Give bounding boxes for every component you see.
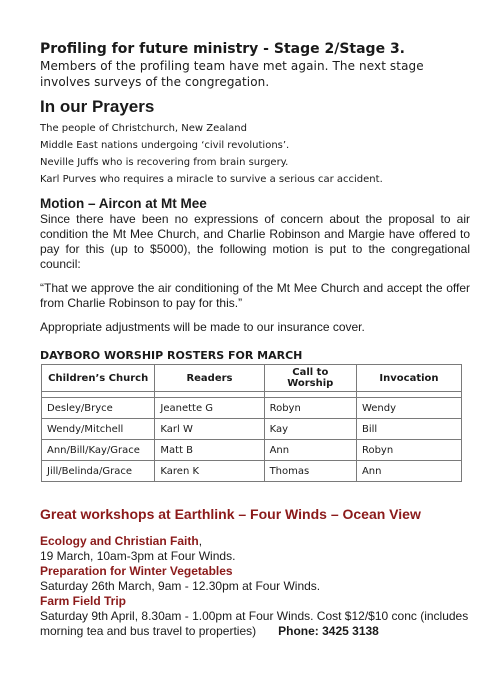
workshop-title <box>40 594 470 609</box>
column-header: Invocation <box>356 365 461 392</box>
prayers-section <box>40 97 470 188</box>
table-cell: Robyn <box>264 398 356 419</box>
profiling-section <box>40 40 470 90</box>
table-cell: Jill/Belinda/Grace <box>42 461 155 482</box>
workshop-details: Saturday 26th March, 9am - 12.30pm at Four Winds. <box>40 579 321 593</box>
motion-section <box>40 196 470 335</box>
table-row <box>42 398 462 419</box>
table-cell: Wendy <box>356 398 461 419</box>
table-cell: Thomas <box>264 461 356 482</box>
roster-section <box>40 349 470 482</box>
workshop-title <box>40 564 470 579</box>
workshops-heading: Great workshops at Earthlink – Four Winds – Ocean View <box>40 506 421 522</box>
table-row <box>42 440 462 461</box>
table-cell: Ann <box>356 461 461 482</box>
motion-heading: Motion – Aircon at Mt Mee <box>40 196 207 211</box>
prayer-item: Middle East nations undergoing ‘civil revolutions’. <box>40 140 290 151</box>
table-row <box>42 419 462 440</box>
workshop-phone: Phone: 3425 3138 <box>278 624 379 638</box>
prayer-item: The people of Christchurch, New Zealand <box>40 123 247 134</box>
workshop-details <box>40 609 470 639</box>
workshop-title-text: Preparation for Winter Vegetables <box>40 564 233 578</box>
table-cell: Karen K <box>155 461 264 482</box>
prayer-item: Neville Juffs who is recovering from brain surgery. <box>40 157 289 168</box>
table-cell: Bill <box>356 419 461 440</box>
workshop-title <box>40 534 470 549</box>
workshop-details: 19 March, 10am-3pm at Four Winds. <box>40 549 236 563</box>
column-header: Readers <box>155 365 264 392</box>
table-cell: Matt B <box>155 440 264 461</box>
table-row <box>42 461 462 482</box>
prayer-list <box>40 120 470 188</box>
prayers-heading: In our Prayers <box>40 97 155 116</box>
column-header: Call to Worship <box>264 365 356 392</box>
table-cell: Jeanette G <box>155 398 264 419</box>
workshop-title-text: Ecology and Christian Faith <box>40 534 199 548</box>
table-cell: Ann <box>264 440 356 461</box>
profiling-text: Members of the profiling team have met again. The next stage involves surveys of the congregation. <box>40 59 424 89</box>
table-cell: Kay <box>264 419 356 440</box>
column-header: Children’s Church <box>42 365 155 392</box>
workshop-details-text: Saturday 9th April, 8.30am - 1.00pm at Four Winds. Cost $12/$10 conc (includes morning tea and bus travel to properties) <box>40 609 469 638</box>
motion-paragraph: Appropriate adjustments will be made to our insurance cover. <box>40 320 365 334</box>
profiling-heading: Profiling for future ministry - Stage 2/Stage 3. <box>40 41 406 57</box>
table-cell: Ann/Bill/Kay/Grace <box>42 440 155 461</box>
workshop-title-text: Farm Field Trip <box>40 594 127 608</box>
newsletter-page <box>40 40 470 639</box>
prayer-item: Karl Purves who requires a miracle to survive a serious car accident. <box>40 174 383 185</box>
roster-heading: DAYBORO WORSHIP ROSTERS FOR MARCH <box>40 349 303 362</box>
table-cell: Robyn <box>356 440 461 461</box>
workshops-section <box>40 505 470 639</box>
table-cell: Wendy/Mitchell <box>42 419 155 440</box>
table-cell: Desley/Bryce <box>42 398 155 419</box>
table-header-row <box>42 365 462 392</box>
motion-paragraph: Since there have been no expressions of concern about the proposal to air condition the Mt Mee Church, and Charlie Robinson and Margie have offered to pay for this (up to $5000), the following motion is put to the congregational council: <box>40 212 470 271</box>
motion-paragraph: “That we approve the air conditioning of the Mt Mee Church and accept the offer from Charlie Robinson to pay for this.” <box>40 281 470 310</box>
workshop-title-suffix: , <box>198 534 203 548</box>
roster-table <box>41 364 462 482</box>
table-cell: Karl W <box>155 419 264 440</box>
